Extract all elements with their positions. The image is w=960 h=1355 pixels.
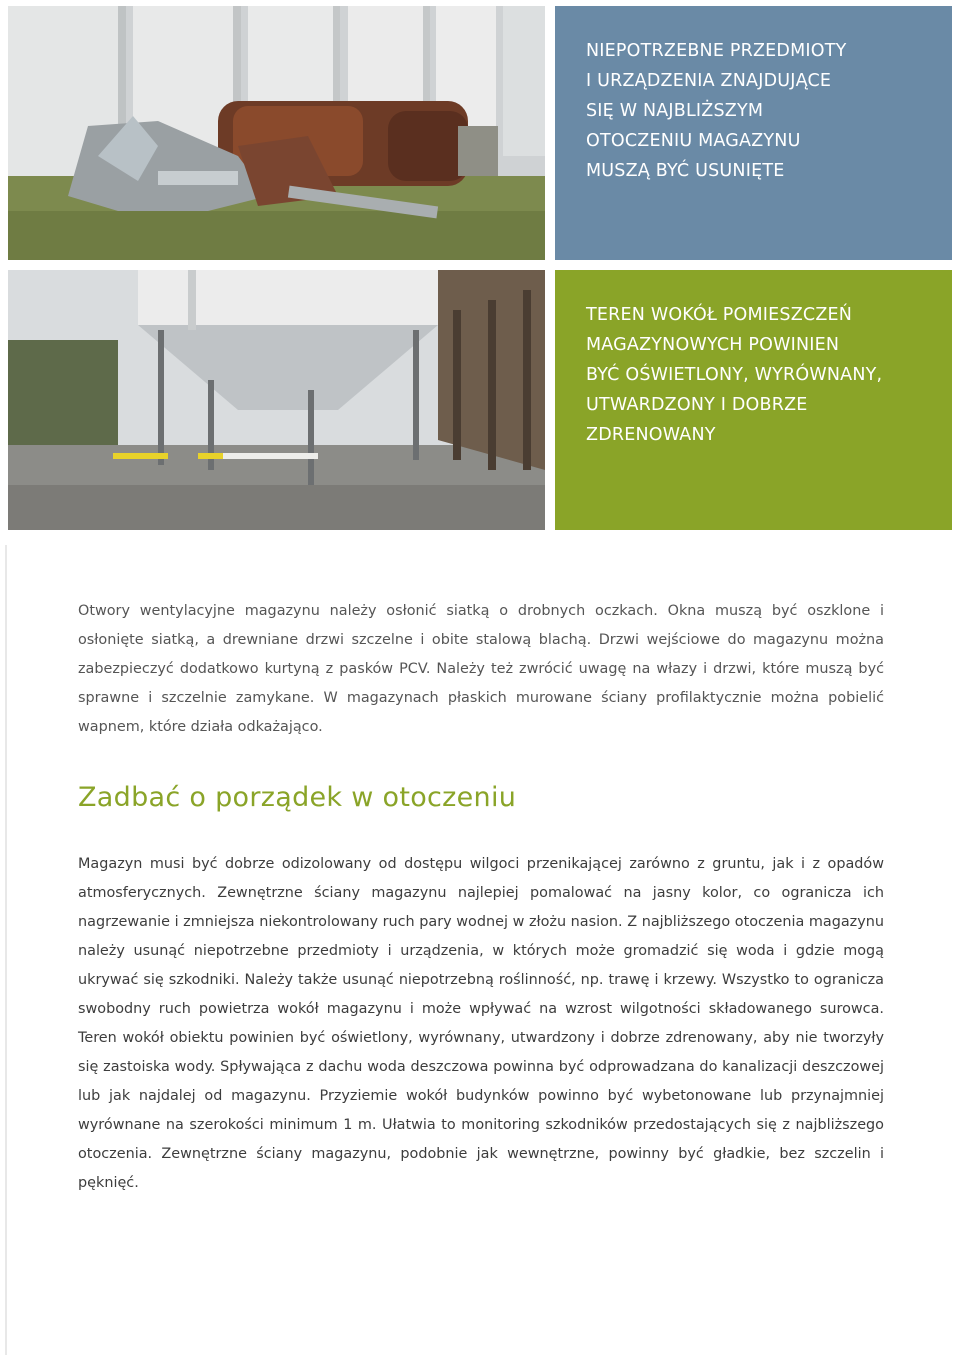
paragraph-ventilation: Otwory wentylacyjne magazynu należy osłonić siatką o drobnych oczkach. Okna muszą być oszklone i osłonięte siatką, a drewniane drzwi szczelne i obite stalową blachą. Drzwi wejściowe do magazynu można zabezpieczyć dodatkowo kurtyną z pasków PCV. Należy też zwrócić uwagę na włazy i drzwi, które muszą być sprawne i szczelnie zamykane. W magazynach płaskich murowane ściany profilaktycznie można pobielić wapnem, które działa odkażająco. bbox=[78, 603, 884, 735]
callout-line: TEREN WOKÓŁ POMIESZCZEŃ bbox=[586, 305, 853, 325]
paragraph-surroundings: Magazyn musi być dobrze odizolowany od dostępu wilgoci przenikającej zarówno z gruntu, jak i z opadów atmosferycznych. Zewnętrzne ściany magazynu najlepiej pomalować na jasny kolor, co ogranicza ich nagrzewanie i zmniejsza niekontrolowany ruch pary wodnej w złożu nasion. Z najbliższego otoczenia magazynu należy usunąć niepotrzebne przedmioty i urządzenia, w których może gromadzić się woda i gdzie mogą ukrywać się szkodniki. Należy także usunąć niepotrzebną roślinność, np. trawę i krzewy. Wszystko to ogranicza swobodny ruch powietrza wokół magazynu i może wpływać na wzrost wilgotności składowanego surowca. Teren wokół obiektu powinien być oświetlony, wyrównany, utwardzony i dobrze zdrenowany, aby nie tworzyły się zastoiska wody. Spływająca z dachu woda deszczowa powinna być odprowadzana do kanalizacji deszczowej lub jak najdalej od magazynu. Przyziemie wokół budynków powinno być wybetonowane lub przynajmniej wyrównane na szerokości minimum 1 m. Ułatwia to monitoring szkodników przedostających się z najbliższego otoczenia. Zewnętrzne ściany magazynu, podobnie jak wewnętrzne, powinny być gładkie, bez szczelin i pęknięć. bbox=[78, 856, 884, 1191]
callout-line: UTWARDZONY I DOBRZE bbox=[586, 395, 808, 415]
scrap-pile-photo bbox=[8, 6, 545, 260]
silo-yard-photo bbox=[8, 270, 545, 530]
section-heading: Zadbać o porządek w otoczeniu bbox=[78, 782, 517, 813]
scrap-pile-near-silos-icon bbox=[8, 6, 545, 260]
callout-box-area-requirements bbox=[555, 270, 952, 530]
callout-line: ZDRENOWANY bbox=[586, 425, 716, 445]
left-margin-line bbox=[5, 545, 7, 1355]
callout-box-unused-items bbox=[555, 6, 952, 260]
callout-line: OTOCZENIU MAGAZYNU bbox=[586, 131, 801, 151]
callout-line: BYĆ OŚWIETLONY, WYRÓWNANY, bbox=[586, 365, 883, 385]
callout-line: MUSZĄ BYĆ USUNIĘTE bbox=[586, 161, 785, 181]
callout-line: I URZĄDZENIA ZNAJDUJĄCE bbox=[586, 71, 832, 91]
callout-line: SIĘ W NAJBLIŻSZYM bbox=[586, 101, 764, 121]
callout-line: MAGAZYNOWYCH POWINIEN bbox=[586, 335, 840, 355]
silo-hoppers-on-concrete-yard-icon bbox=[8, 270, 545, 530]
callout-line: NIEPOTRZEBNE PRZEDMIOTY bbox=[586, 41, 847, 61]
